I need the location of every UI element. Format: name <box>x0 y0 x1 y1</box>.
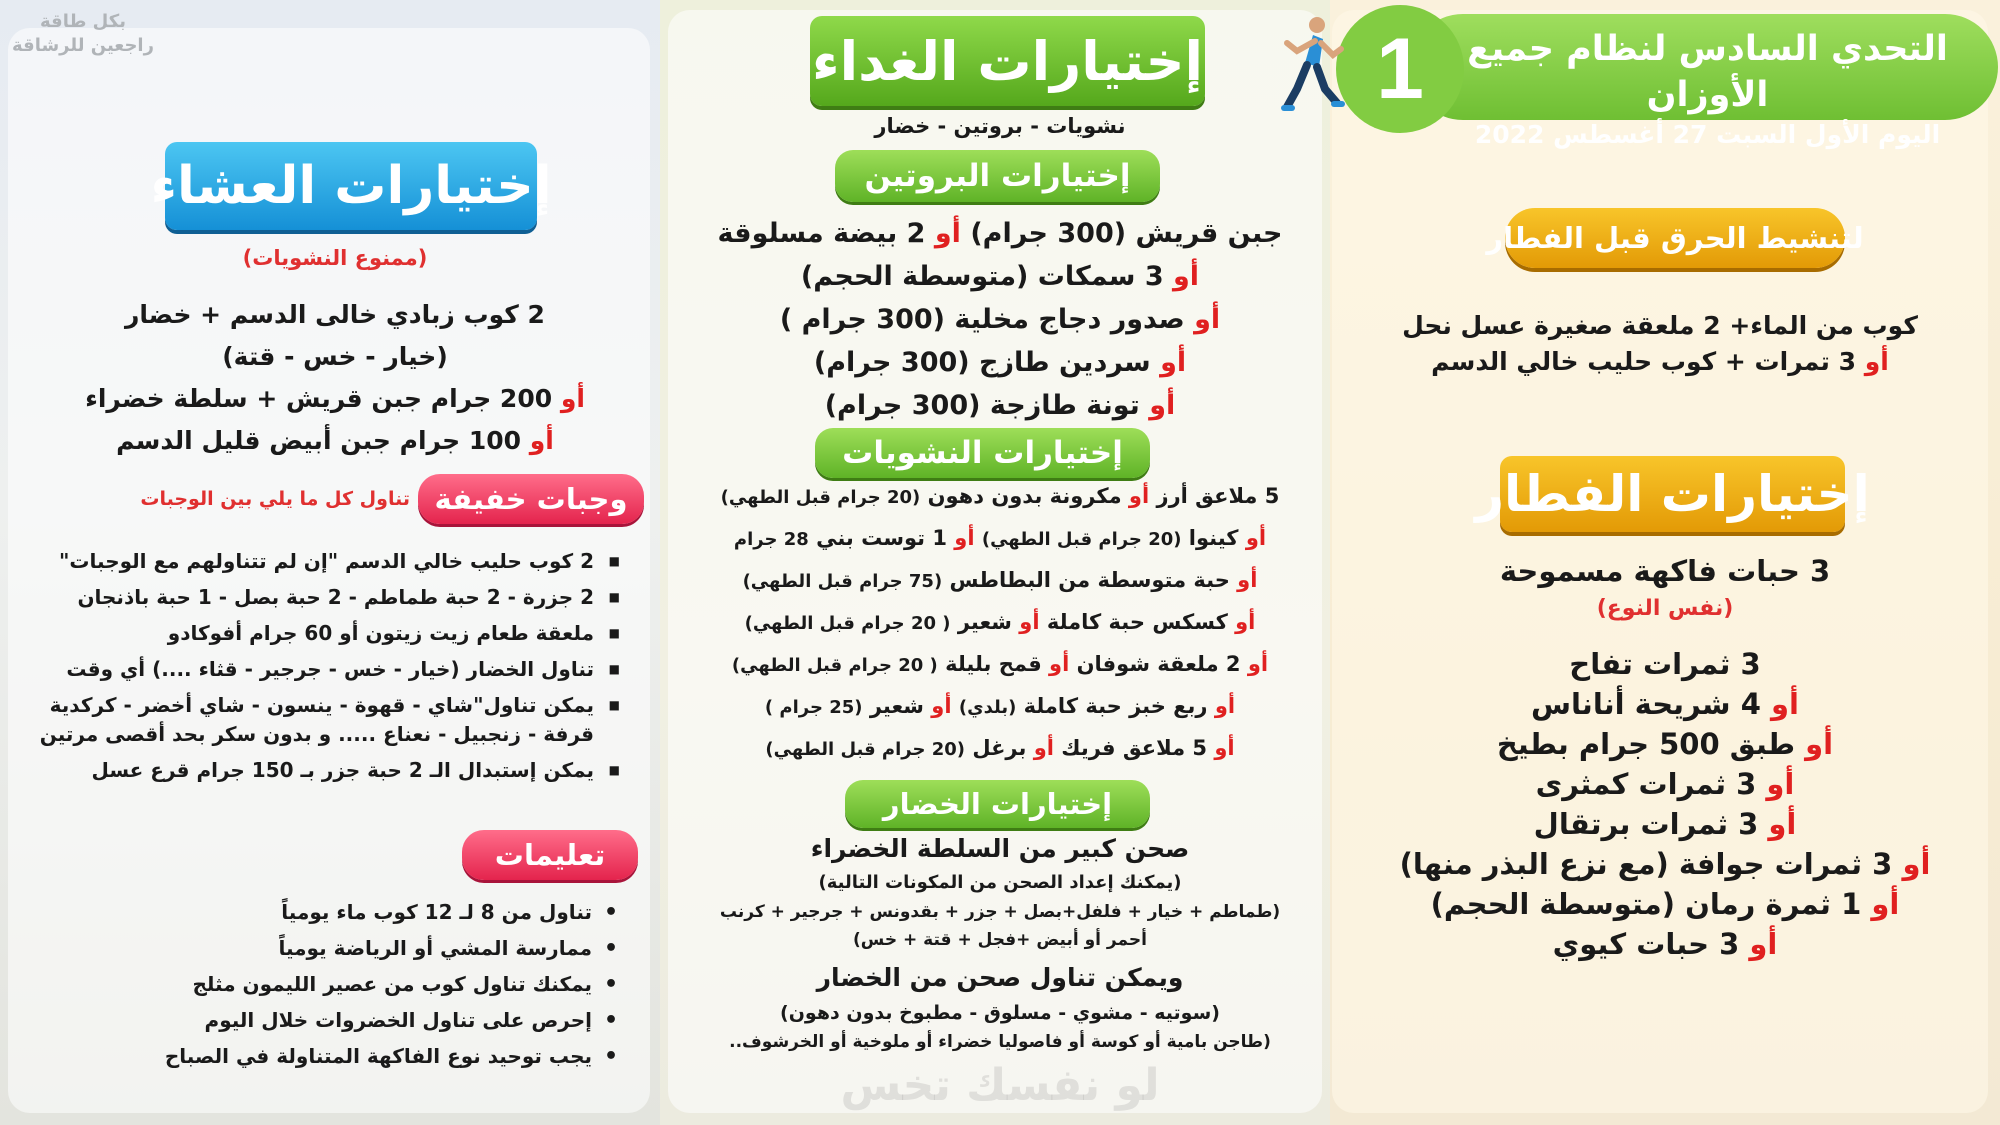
dinner-line1: 2 كوب زبادي خالى الدسم + خضار <box>125 300 545 329</box>
protein-item: أو تونة طازجة (300 جرام) <box>824 390 1176 421</box>
snack-item: ■ 2 كوب حليب خالي الدسم "إن لم تتناولهم مع الوجبات" <box>10 547 594 576</box>
preburn-line2-row <box>1340 344 1980 380</box>
protein-banner <box>835 150 1160 202</box>
or-label: أو <box>1864 347 1889 376</box>
protein-item: أو 3 سمكات (متوسطة الحجم) <box>800 261 1200 292</box>
dinner-line4-row: أو 100 جرام جبن أبيض قليل الدسم <box>116 426 554 455</box>
breakfast-first: 3 ثمرات تفاح <box>1569 647 1761 681</box>
breakfast-option: أو 1 ثمرة رمان (متوسطة الحجم) <box>1430 887 1900 921</box>
instruction-item: • إحرص على تناول الخضروات خلال اليوم <box>80 1006 592 1035</box>
protein-item: جبن قريش (300 جرام) أو 2 بيضة مسلوقة <box>717 218 1283 249</box>
veg-line5: ويمكن تناول صحن من الخضار <box>816 963 1184 992</box>
dinner-text <box>15 238 655 462</box>
veg-line7: (طاجن بامية أو كوسة أو فاصوليا خضراء أو ملوخية أو الخرشوف.. <box>729 1032 1271 1052</box>
lunch-title: إختيارات الغداء <box>811 29 1204 93</box>
snacks-banner <box>418 474 644 524</box>
carbs-banner <box>815 428 1150 478</box>
veg-line3: (طماطم + خيار + فلفل+بصل + جزر + بقدونس + جرجير + كرنب <box>719 902 1281 922</box>
protein-item: أو سردين طازج (300 جرام) <box>813 347 1187 378</box>
veg-title: إختيارات الخضار <box>882 787 1113 821</box>
breakfast-option: أو 3 ثمرات جوافة (مع نزع البذر منها) <box>1399 847 1931 881</box>
breakfast-banner <box>1475 456 1870 532</box>
veg-line4: أحمر أو أبيض +فجل + قتة + خس) <box>853 930 1147 950</box>
watermark-line2: راجعين للرشاقة <box>12 35 154 56</box>
instruction-item: • تناول من 8 لـ 12 كوب ماء يومياً <box>80 898 592 927</box>
breakfast-title: إختيارات الفطار <box>1475 465 1870 523</box>
lunch-footer-watermark: لو نفسك تخس <box>840 1060 1160 1111</box>
snacks-list <box>10 547 622 792</box>
preburn-line1: كوب من الماء+ 2 ملعقة صغيرة عسل نحل <box>1402 311 1918 340</box>
veg-banner <box>845 780 1150 828</box>
snacks-title: وجبات خفيفة <box>434 482 628 516</box>
dinner-no-carbs: (ممنوع النشويات) <box>242 246 428 270</box>
breakfast-same-type: (نفس النوع) <box>1596 596 1734 621</box>
preburn-line2: 3 تمرات + كوب حليب خالي الدسم <box>1431 347 1857 376</box>
breakfast-option: أو 3 ثمرات برتقال <box>1533 807 1797 841</box>
breakfast-text <box>1345 550 1985 964</box>
header-title: التحدي السادس لنظام جميع الأوزان <box>1467 29 1948 115</box>
breakfast-option: أو 3 حبات كيوي <box>1552 927 1778 961</box>
snack-item: ■ ملعقة طعام زيت زيتون أو 60 جرام أفوكادو <box>10 619 594 648</box>
carbs-item: أو كسكس حبة كاملة أو شعير ( 20 جرام قبل الطهي) <box>744 610 1256 634</box>
header-text <box>1430 26 1985 152</box>
watermark-line1: بكل طاقة <box>40 11 126 32</box>
instruction-item: • يجب توحيد نوع الفاكهة المتناولة في الصباح <box>80 1042 592 1071</box>
runner-icon <box>1275 15 1345 125</box>
dinner-banner <box>150 142 552 230</box>
veg-text <box>680 830 1320 1056</box>
protein-title: إختيارات البروتين <box>864 158 1131 194</box>
carbs-item: أو كينوا (20 جرام قبل الطهي) أو 1 توست بني 28 جرام <box>733 526 1267 550</box>
instructions-banner <box>462 830 638 880</box>
snack-item: ■ 2 جزرة - 2 حبة طماطم - 2 حبة بصل - 1 حبة باذنجان <box>10 583 594 612</box>
protein-item: أو صدور دجاج مخلية (300 جرام ) <box>779 304 1221 335</box>
dinner-line2: (خيار - خس - قتة) <box>222 342 448 371</box>
preburn-title: لتنشيط الحرق قبل الفطار <box>1486 221 1864 255</box>
carbs-item: أو 2 ملعقة شوفان أو قمح بليلة ( 20 جرام قبل الطهي) <box>731 652 1269 676</box>
snack-item: ■ يمكن إستبدال الـ 2 حبة جزر بـ 150 جرام قرع عسل <box>10 756 594 785</box>
veg-line6: (سوتيه - مشوي - مسلوق - مطبوخ بدون دهون) <box>780 1002 1220 1024</box>
veg-line2: (يمكنك إعداد الصحن من المكونات التالية) <box>818 872 1182 893</box>
veg-line1: صحن كبير من السلطة الخضراء <box>810 834 1190 863</box>
carbs-item: أو ربع خبز حبة كاملة (بلدي) أو شعير (25 جرام ) <box>764 694 1236 718</box>
carbs-title: إختيارات النشويات <box>842 435 1123 471</box>
instruction-item: • ممارسة المشي أو الرياضة يومياً <box>80 934 592 963</box>
header-subtitle: اليوم الأول السبت 27 أغسطس 2022 <box>1474 120 1941 149</box>
dinner-line3-row: أو 200 جرام جبن قريش + سلطة خضراء <box>85 384 585 413</box>
lunch-banner <box>810 16 1205 106</box>
instructions-title: تعليمات <box>494 838 606 872</box>
instructions-list <box>80 898 620 1078</box>
breakfast-option: أو طبق 500 جرام بطيخ <box>1496 727 1834 761</box>
snacks-note: تناول كل ما يلي بين الوجبات <box>140 488 410 510</box>
snack-item: ■ تناول الخضار (خيار - خس - جرجير - قثاء ....) أي وقت <box>10 655 594 684</box>
breakfast-allowed: 3 حبات فاكهة مسموحة <box>1499 554 1831 588</box>
dinner-title: إختيارات العشاء <box>150 156 552 216</box>
breakfast-option: أو 3 ثمرات كمثرى <box>1535 767 1795 801</box>
snack-item: ■ يمكن تناول"شاي - قهوة - ينسون - شاي أخضر - كركدية قرفة - زنجبيل - نعناع ..... و بدون سكر بحد أقصى مرتين <box>10 691 594 749</box>
day-number: 1 <box>1376 20 1424 117</box>
breakfast-option: أو 4 شريحة أناناس <box>1531 687 1799 721</box>
carbs-item: 5 ملاعق أرز أو مكرونة بدون دهون (20 جرام قبل الطهي) <box>720 484 1280 508</box>
carbs-item: أو 5 ملاعق فريك أو برغل (20 جرام قبل الطهي) <box>765 736 1235 760</box>
carbs-list <box>680 476 1320 770</box>
instruction-item: • يمكنك تناول كوب من عصير الليمون مثلج <box>80 970 592 999</box>
carbs-item: أو حبة متوسطة من البطاطس (75 جرام قبل الطهي) <box>742 568 1258 592</box>
lunch-subtitle: نشويات - بروتين - خضار <box>874 114 1126 138</box>
preburn-banner <box>1486 208 1864 268</box>
protein-list <box>680 212 1320 427</box>
preburn-text <box>1340 308 1980 380</box>
brand-watermark <box>8 10 158 58</box>
